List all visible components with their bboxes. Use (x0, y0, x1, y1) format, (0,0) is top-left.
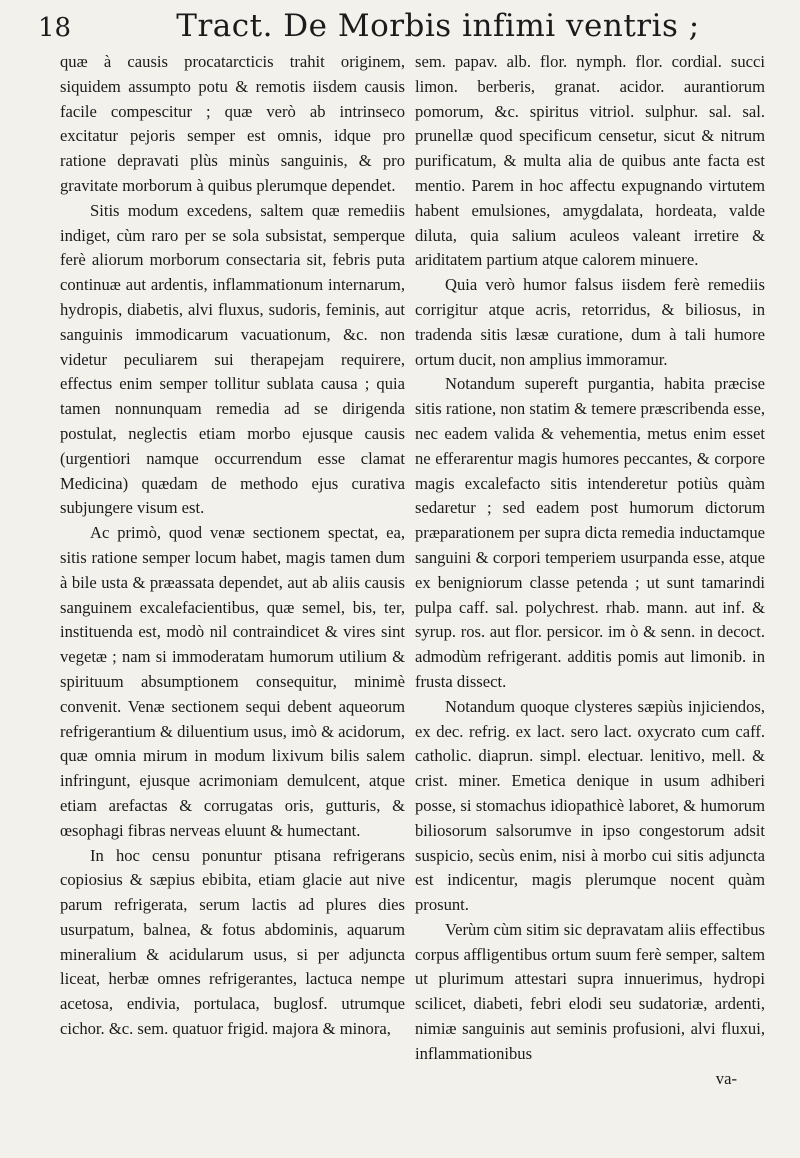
right-column (415, 50, 765, 1152)
paragraph: Notandum supereft purgantia, habita præcise sitis ratione, non statim & temere præscribenda esse, nec eadem valida & vehementia, metus enim esset ne efferarentur magis humores peccantes, & corpore magis excalefacto sitis intenderetur potiùs quàm sedaretur ; sed eadem post humorum dictorum præparationem per supra dicta remedia inductamque sanguini & corpori temperiem usurpanda esse, atque ex benigniorum classe petenda ; ut sunt tamarindi pulpa caff. sal. polychrest. rhab. mann. aut inf. & syrup. ros. aut flor. persicor. im ò & senn. in decoct. admodùm refrigerant. additis pomis aut limonib. in frusta dissect. (415, 374, 765, 691)
paragraph: quæ à causis procatarcticis trahit originem, siquidem assumpto potu & remotis iisdem causis facile compescitur ; quæ verò ab intrinseco excitatur pejoris semper est omnis, idque pro ratione depravati plùs minùs sanguinis, & pro gravitate morborum à quibus plerumque dependet. (60, 52, 405, 195)
paragraph: Quia verò humor falsus iisdem ferè remediis corrigitur atque acris, retorridus, & biliosus, in tradenda sitis læsæ curatione, dum à tali humore ortum ducit, non amplius immoramur. (415, 275, 765, 369)
paragraph: Notandum quoque clysteres sæpiùs injiciendos, ex dec. refrig. ex lact. sero lact. oxycrato cum caff. catholic. diaprun. simpl. electuar. lenitivo, mell. & crist. miner. Emetica denique in usum adhiberi posse, si stomachus idiopathicè laboret, & humorum biliosorum salsorumve in ipso congestorum adsit suspicio, secùs enim, nisi à morbo cui sitis adjuncta est indicentur, magis plerumque nocent quàm prosunt. (415, 696, 765, 915)
paragraph: sem. papav. alb. flor. nymph. flor. cordial. succi limon. berberis, granat. acidor. aurantiorum pomorum, &c. spiritus vitriol. sulphur. sal. sal. prunellæ quod specificum censetur, sicut & nitrum purificatum, & multa alia de quibus ante facta est mentio. Parem in hoc affectu expugnando virtutem habent emulsiones, amygdalata, hordeata, valde diluta, quia salium aculeos valeant irretire & ariditatem partium atque calorem minuere. (415, 52, 765, 270)
page-header (38, 8, 778, 48)
paragraph: In hoc censu ponuntur ptisana refrigerans copiosius & sæpius ebibita, etiam glacie aut nive parum refrigerata, serum lactis ad plures dies usurpatum, balnea, & fotus abdominis, aquarum mineralium & acidularum usus, si per adjuncta liceat, herbæ omnes refrigerantes, lactuca nempe acetosa, endivia, portulaca, buglosf. utrumque cichor. &c. sem. quatuor frigid. majora & minora, (60, 845, 405, 1039)
left-column (60, 50, 405, 1152)
page-number: 18 (38, 13, 72, 43)
paragraph: Sitis modum excedens, saltem quæ remediis indiget, cùm raro per se sola subsistat, semperque ferè aliorum morborum consectaria sit, febris puta continuæ aut ardentis, inflammationum internarum, hydropis, diabetis, alvi fluxus, sudoris, feminis, aut sanguinis immodicarum vacuationum, &c. non videtur peculiarem sui therapejam requirere, effectus enim semper tollitur sublata causa ; quia tamen nonnunquam remedia ad se dirigenda postulat, neglectis etiam morbo ejusque causis (urgentiori namque occurrendum esse clamat Medicina) quædam de methodo ejus curativa subjungere visum est. (60, 200, 405, 518)
paragraph: Verùm cùm sitim sic depravatam aliis effectibus corpus affligentibus ortum suum ferè semper, saltem ut plurimum attestari supra innuerimus, hydropi scilicet, diabeti, febri elodi seu sudatoriæ, ardenti, nimiæ sanguinis aut seminis profusioni, alvi fluxui, inflammationibus (415, 919, 765, 1063)
catchword: va- (715, 1068, 737, 1088)
paragraph: Ac primò, quod venæ sectionem spectat, ea, sitis ratione semper locum habet, magis tamen dum à bile usta & præassata dependet, aut ab aliis causis sanguinem excalefacientibus, quæ semel, bis, ter, instituenda est, modò nil contraindicet & vires sint vegetæ ; nam si immoderatam humorum utilium & spirituum absumptionem consequitur, minimè convenit. Venæ sectionem sequi debent aqueorum refrigerantium & diluentium usus, imò & acidorum, quæ omnia mirum in modum lixivum bilis salem infringunt, ejusque acrimoniam demulcent, atque etiam arefactas & corrugatas oris, gutturis, & œsophagi fibras nerveas eluunt & humectant. (60, 523, 405, 840)
running-title: Tract. De Morbis infimi ventris ; (176, 8, 700, 44)
